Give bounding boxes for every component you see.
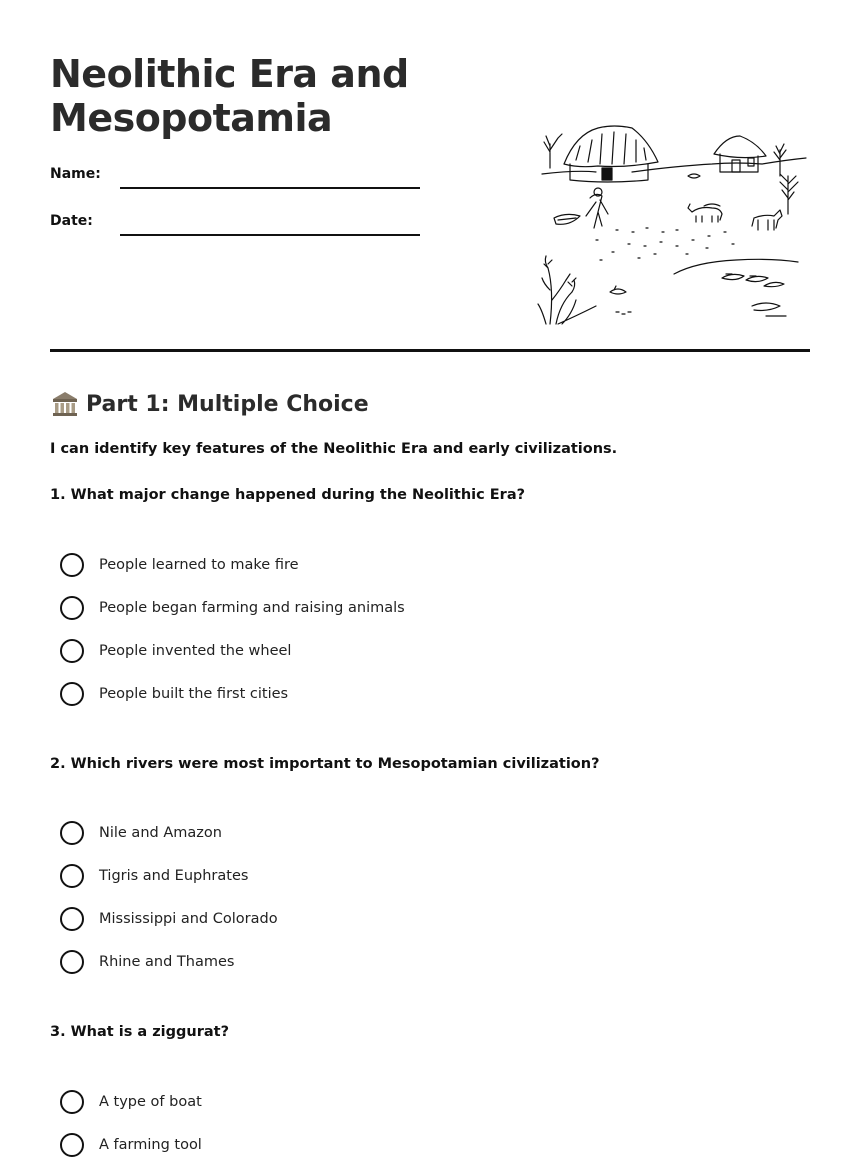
answer-option[interactable] (60, 1132, 202, 1158)
option-label: Tigris and Euphrates (99, 868, 249, 884)
radio-button[interactable] (60, 553, 84, 577)
name-label: Name: (50, 166, 101, 182)
radio-button[interactable] (60, 639, 84, 663)
option-label: People began farming and raising animals (99, 600, 405, 616)
option-label: Nile and Amazon (99, 825, 222, 841)
answer-option[interactable] (60, 552, 299, 578)
section-heading (50, 388, 369, 420)
neolithic-village-illustration (536, 120, 808, 330)
name-field[interactable] (120, 187, 420, 189)
option-label: People built the first cities (99, 686, 289, 702)
option-label: A farming tool (99, 1137, 202, 1153)
radio-button[interactable] (60, 596, 84, 620)
option-label: Rhine and Thames (99, 954, 235, 970)
radio-button[interactable] (60, 950, 84, 974)
radio-button[interactable] (60, 1133, 84, 1157)
answer-option[interactable] (60, 949, 234, 975)
option-label: A type of boat (99, 1094, 202, 1110)
answer-option[interactable] (60, 820, 222, 846)
answer-option[interactable] (60, 863, 248, 889)
classical-building-icon (50, 389, 80, 419)
answer-option[interactable] (60, 681, 288, 707)
radio-button[interactable] (60, 821, 84, 845)
answer-option[interactable] (60, 906, 278, 932)
option-label: People learned to make fire (99, 557, 299, 573)
question-3: 3. What is a ziggurat? (50, 1024, 229, 1040)
radio-button[interactable] (60, 864, 84, 888)
option-label: People invented the wheel (99, 643, 292, 659)
radio-button[interactable] (60, 907, 84, 931)
worksheet-title: Neolithic Era and Mesopotamia (50, 52, 409, 140)
answer-option[interactable] (60, 1089, 202, 1115)
date-field[interactable] (120, 234, 420, 236)
question-1: 1. What major change happened during the Neolithic Era? (50, 487, 526, 503)
radio-button[interactable] (60, 1090, 84, 1114)
section-title: Part 1: Multiple Choice (86, 391, 369, 417)
date-label: Date: (50, 213, 93, 229)
header-divider (50, 349, 810, 352)
learning-target: I can identify key features of the Neolithic Era and early civilizations. (50, 441, 618, 457)
answer-option[interactable] (60, 638, 291, 664)
answer-option[interactable] (60, 595, 405, 621)
option-label: Mississippi and Colorado (99, 911, 278, 927)
question-2: 2. Which rivers were most important to Mesopotamian civilization? (50, 756, 600, 772)
radio-button[interactable] (60, 682, 84, 706)
